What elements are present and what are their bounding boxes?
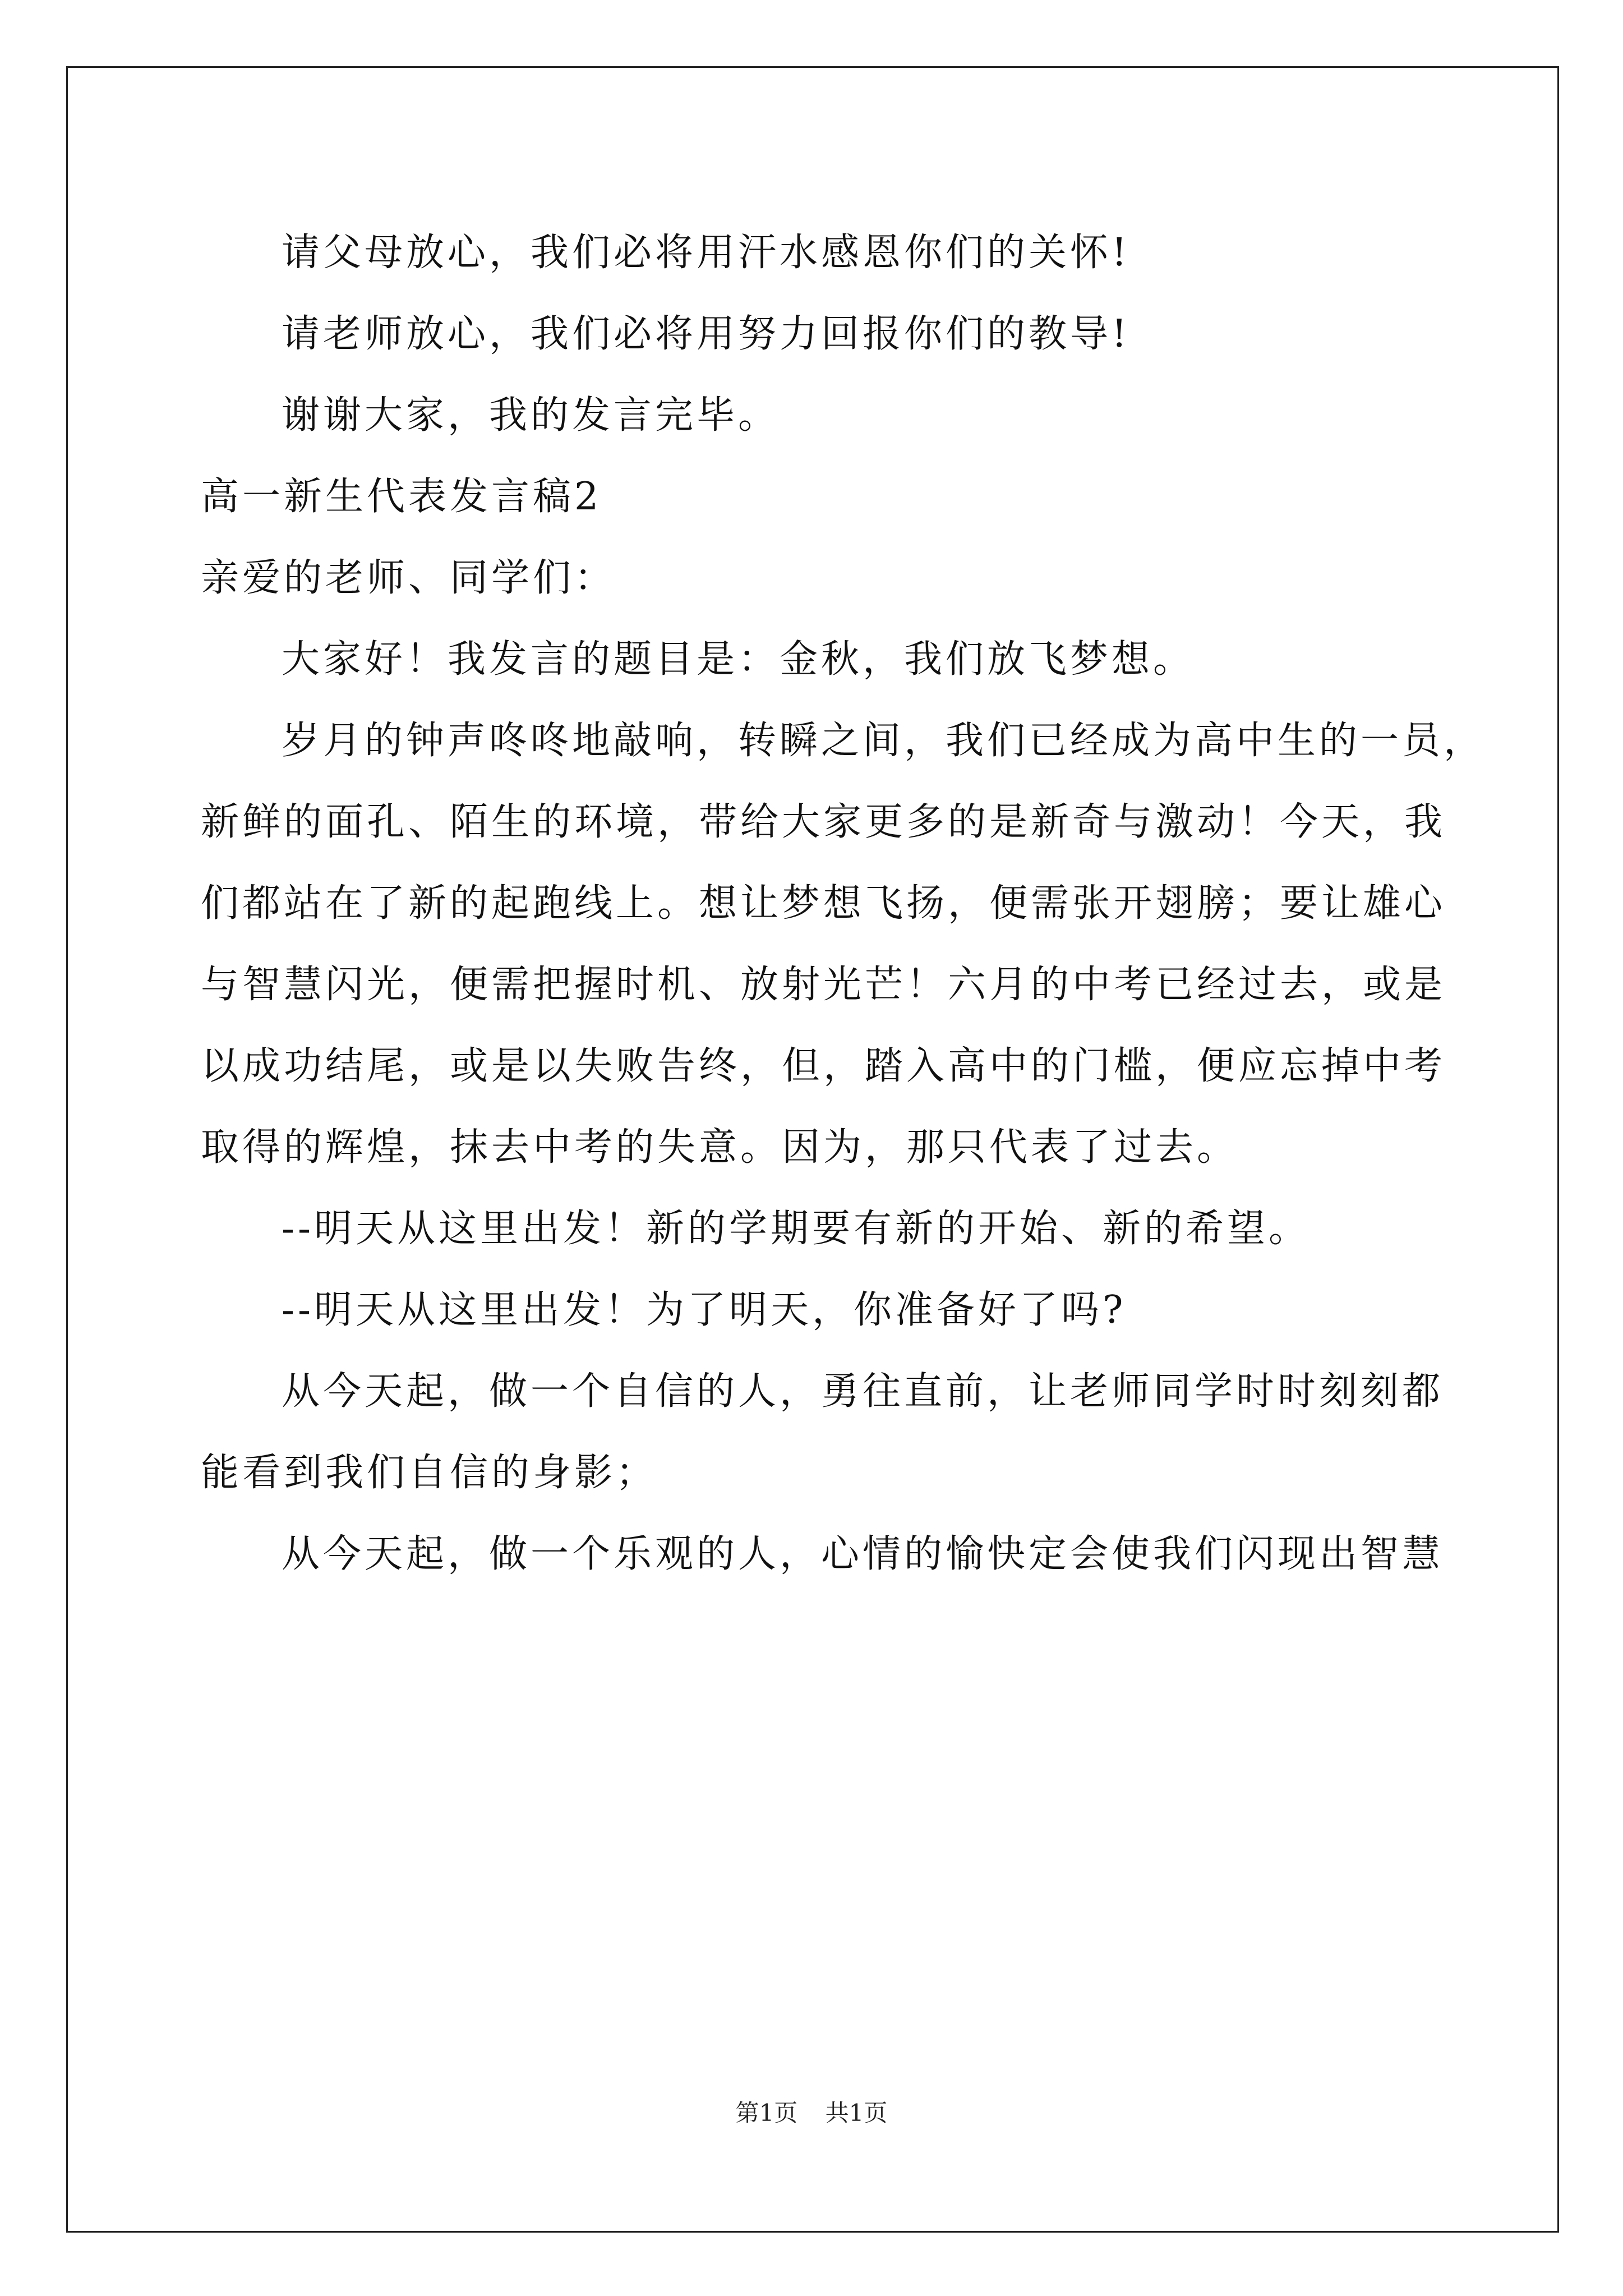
page-total: 共1页 [825,2099,888,2127]
salutation: 亲爱的老师、同学们： [201,556,616,600]
paragraph-line: 与智慧闪光，便需把握时机、放射光芒！六月的中考已经过去，或是 [201,963,1446,1007]
paragraph-line: --明天从这里出发！新的学期要有新的开始、新的希望。 [282,1207,1310,1251]
paragraph-line: --明天从这里出发！为了明天，你准备好了吗? [282,1288,1127,1332]
section-title: 高一新生代表发言稿2 [201,475,602,519]
paragraph-line: 请父母放心，我们必将用汗水感恩你们的关怀! [282,231,1131,275]
page-footer [0,2099,1623,2127]
paragraph-line: 从今天起，做一个自信的人，勇往直前，让老师同学时时刻刻都 [282,1369,1444,1414]
paragraph-line: 请老师放心，我们必将用努力回报你们的教导! [282,312,1131,356]
page-number: 第1页 [735,2099,798,2127]
paragraph-line: 岁月的钟声咚咚地敲响，转瞬之间，我们已经成为高中生的一员， [282,719,1486,763]
paragraph-line: 新鲜的面孔、陌生的环境，带给大家更多的是新奇与激动！今天，我 [201,800,1446,844]
paragraph-line: 们都站在了新的起跑线上。想让梦想飞扬，便需张开翅膀；要让雄心 [201,881,1446,926]
paragraph-line: 谢谢大家，我的发言完毕。 [282,393,780,438]
paragraph-line: 取得的辉煌，抹去中考的失意。因为，那只代表了过去。 [201,1125,1239,1170]
paragraph-line: 大家好！我发言的题目是：金秋，我们放飞梦想。 [282,637,1195,682]
paragraph-line: 能看到我们自信的身影； [201,1451,658,1495]
paragraph-line: 从今天起，做一个乐观的人，心情的愉快定会使我们闪现出智慧 [282,1532,1444,1576]
paragraph-line: 以成功结尾，或是以失败告终，但，踏入高中的门槛，便应忘掉中考 [201,1044,1446,1088]
document-body [201,212,1486,1595]
